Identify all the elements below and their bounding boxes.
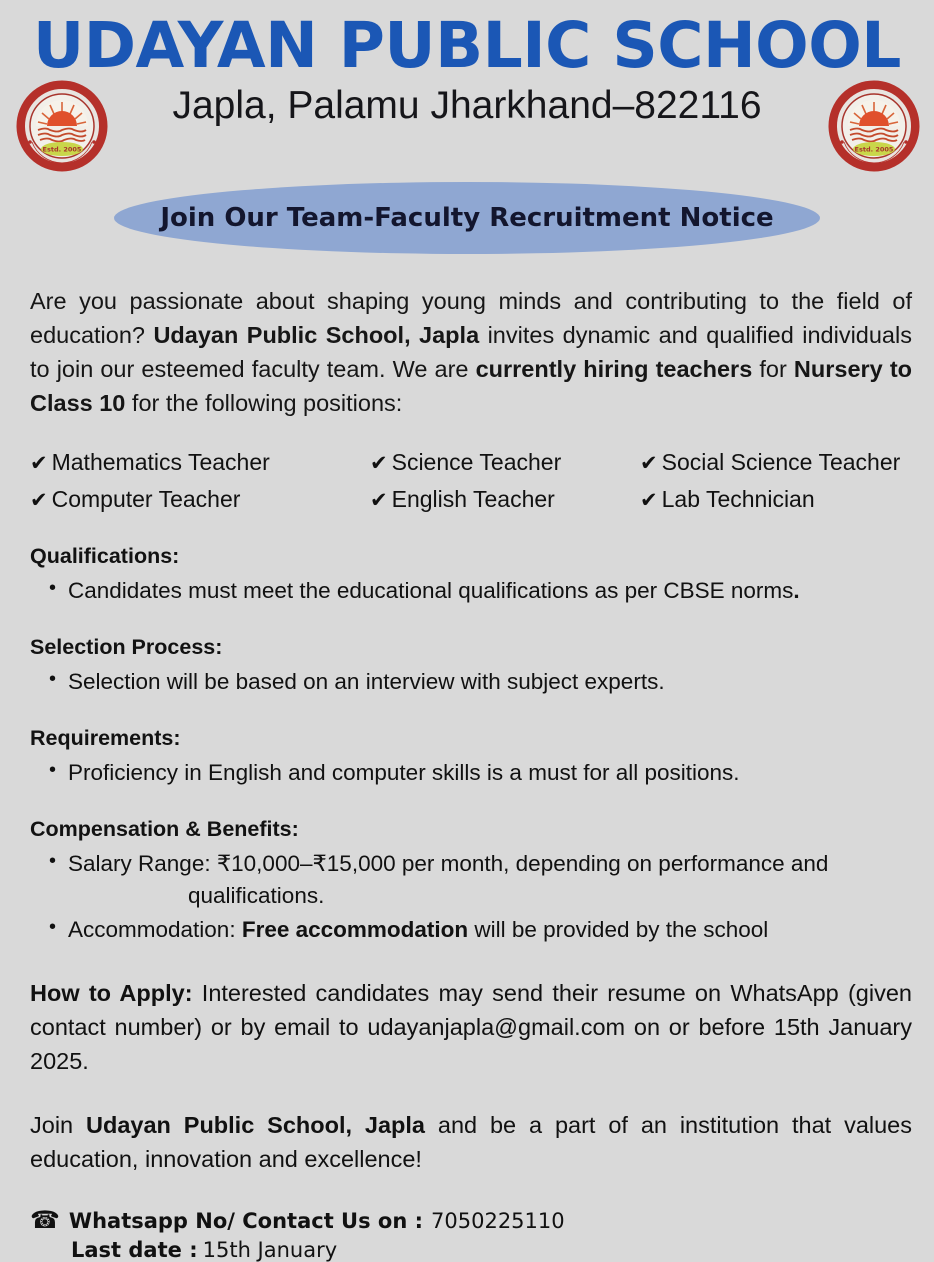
intro-school-name: Udayan Public School, Japla bbox=[153, 322, 480, 349]
intro-classes-emphasis: Nursery to Class 10 bbox=[30, 356, 913, 417]
contact-phone-number[interactable]: 7050225110 bbox=[431, 1208, 565, 1233]
school-name-title: UDAYAN PUBLIC SCHOOL bbox=[33, 9, 901, 82]
compensation-heading: Compensation & Benefits: bbox=[30, 816, 299, 841]
section-compensation bbox=[30, 817, 912, 946]
last-date-row bbox=[30, 1238, 912, 1262]
phone-icon: ☎ bbox=[30, 1205, 60, 1234]
check-icon: ✔ bbox=[30, 451, 48, 476]
closing-paragraph bbox=[30, 1108, 912, 1176]
salary-range-continuation: qualifications. bbox=[188, 882, 325, 908]
list-item bbox=[30, 848, 912, 912]
contact-label: Whatsapp No/ Contact Us on : bbox=[68, 1208, 424, 1233]
list-item: • Proficiency in English and computer skills is a must for all positions. bbox=[30, 757, 912, 789]
notice-banner-text: Join Our Team-Faculty Recruitment Notice bbox=[160, 203, 774, 233]
closing-text-2: and be a part of an institution that values education, innovation and excellence! bbox=[30, 1111, 913, 1172]
how-to-apply-label: How to Apply: bbox=[30, 979, 193, 1006]
selection-heading: Selection Process: bbox=[30, 634, 223, 659]
position-label: Mathematics Teacher bbox=[51, 449, 270, 476]
school-crest-icon-left bbox=[16, 80, 108, 172]
how-to-apply-text: Interested candidates may send their resume on WhatsApp (given contact number) or by email to udayanjapla@gmail.com on or before 15th January 2025. bbox=[30, 979, 912, 1074]
how-to-apply-paragraph bbox=[30, 976, 912, 1078]
position-item bbox=[370, 483, 640, 516]
accommodation-prefix: Accommodation: bbox=[68, 916, 242, 942]
requirements-heading: Requirements: bbox=[30, 725, 181, 750]
intro-hiring-emphasis: currently hiring teachers bbox=[475, 356, 753, 383]
list-item bbox=[30, 575, 912, 607]
intro-text-2: invites dynamic and qualified individuals to join our esteemed faculty team. We are bbox=[30, 322, 912, 383]
intro-text-3: for bbox=[752, 356, 794, 383]
closing-text-1: Join bbox=[30, 1111, 86, 1138]
check-icon: ✔ bbox=[370, 488, 388, 513]
position-label: Social Science Teacher bbox=[661, 449, 901, 476]
check-icon: ✔ bbox=[640, 451, 658, 476]
page-header bbox=[0, 0, 934, 172]
svg-text:Estd. 2005: Estd. 2005 bbox=[42, 145, 82, 154]
check-icon: ✔ bbox=[30, 488, 48, 513]
accommodation-emphasis: Free accommodation bbox=[241, 916, 469, 942]
svg-text:Estd. 2005: Estd. 2005 bbox=[854, 145, 894, 154]
position-label: Lab Technician bbox=[661, 486, 815, 513]
contact-footer bbox=[30, 1205, 912, 1262]
notice-banner bbox=[114, 182, 820, 254]
requirements-list bbox=[30, 757, 912, 789]
list-item: • Selection will be based on an interview with subject experts. bbox=[30, 666, 912, 698]
salary-range-text: Salary Range: ₹10,000–₹15,000 per month, depending on performance and bbox=[68, 850, 829, 876]
last-date-value: 15th January bbox=[202, 1237, 338, 1262]
position-label: English Teacher bbox=[391, 486, 555, 513]
position-item bbox=[640, 483, 912, 516]
compensation-list bbox=[30, 848, 912, 946]
section-selection-process bbox=[30, 635, 912, 698]
check-icon: ✔ bbox=[640, 488, 658, 513]
intro-text-1: Are you passionate about shaping young minds and contributing to the field of education? bbox=[30, 288, 912, 349]
positions-grid bbox=[30, 446, 912, 516]
list-item bbox=[30, 914, 912, 946]
section-qualifications bbox=[30, 544, 912, 607]
intro-text-4: for the following positions: bbox=[125, 390, 403, 417]
intro-paragraph bbox=[30, 284, 912, 420]
school-address: Japla, Palamu Jharkhand–822116 bbox=[172, 84, 762, 128]
position-item bbox=[30, 483, 370, 516]
qualifications-bullet-period: . bbox=[793, 577, 800, 603]
accommodation-suffix: will be provided by the school bbox=[468, 916, 769, 942]
qualifications-list bbox=[30, 575, 912, 607]
contact-row bbox=[30, 1205, 912, 1234]
qualifications-bullet-text: Candidates must meet the educational qualifications as per CBSE norms bbox=[68, 577, 794, 603]
position-label: Computer Teacher bbox=[51, 486, 241, 513]
notice-banner-wrap bbox=[0, 182, 934, 254]
qualifications-heading: Qualifications: bbox=[30, 543, 180, 568]
position-label: Science Teacher bbox=[391, 449, 562, 476]
position-item bbox=[30, 446, 370, 479]
check-icon: ✔ bbox=[370, 451, 388, 476]
section-requirements bbox=[30, 726, 912, 789]
selection-list bbox=[30, 666, 912, 698]
last-date-label: Last date : bbox=[71, 1237, 198, 1262]
position-item bbox=[370, 446, 640, 479]
notice-body bbox=[0, 284, 934, 1262]
position-item bbox=[640, 446, 912, 479]
school-crest-icon-right bbox=[828, 80, 920, 172]
closing-school-name: Udayan Public School, Japla bbox=[86, 1111, 426, 1138]
